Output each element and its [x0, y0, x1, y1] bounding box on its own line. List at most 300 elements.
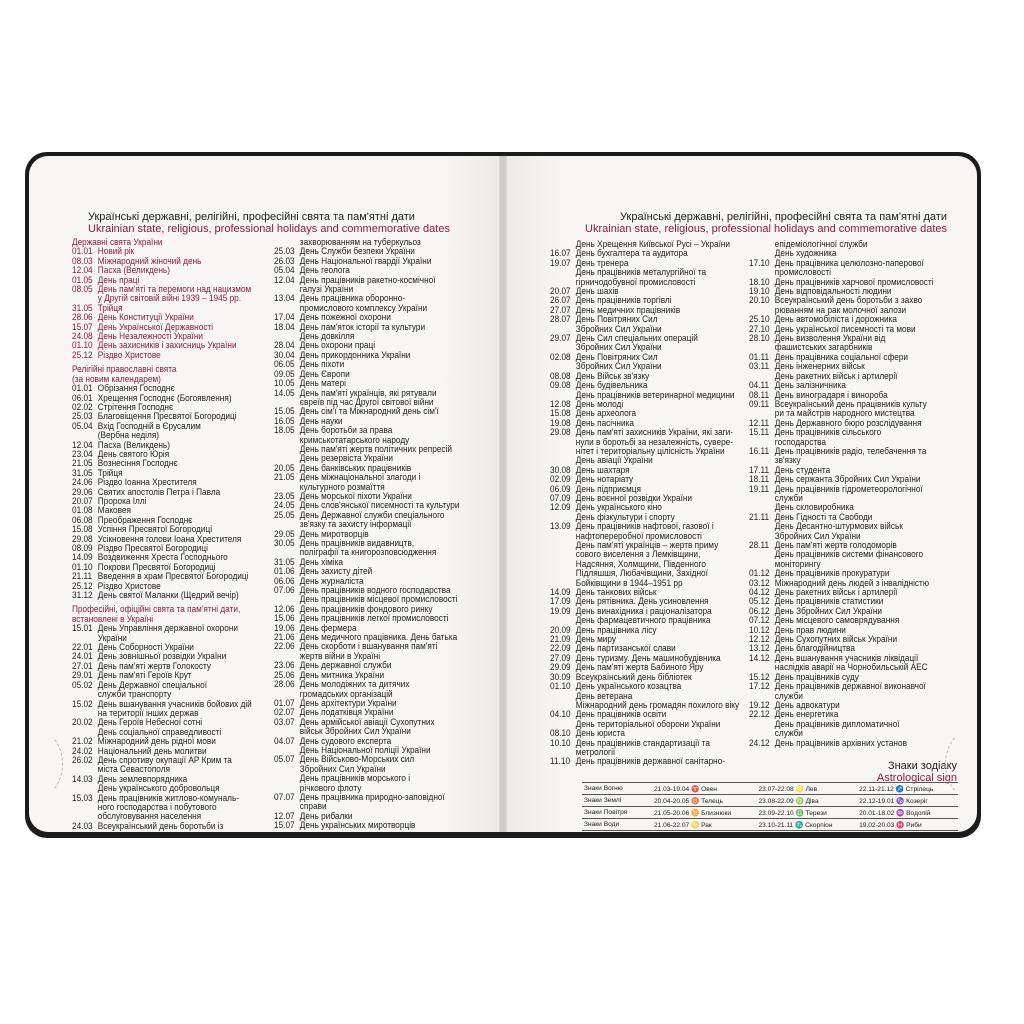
entry-title: Новий рік [97, 246, 135, 258]
entry-title: День Національної гвардії України [299, 255, 432, 267]
entry-date: 20.05 [274, 462, 295, 474]
right-page [507, 156, 977, 832]
entry-continuation: нули в боротьбі за незалежність, сувере- [575, 436, 733, 448]
entry-title: День українського кіно [575, 502, 662, 514]
entry-continuation: служби [774, 690, 803, 702]
entry-date: 08.05 [72, 284, 93, 296]
entry-title: День працівника целюлозно-паперової [774, 257, 924, 269]
entry-title: День захисників і захисниць України [97, 340, 237, 352]
entry-title: День нотаріату [575, 474, 634, 486]
entry-date: 06.12 [749, 605, 770, 617]
entry-date: 21.05 [274, 472, 295, 484]
zodiac-element: Знаки Вогню [582, 783, 652, 795]
header-english: Ukrainian state, religious, professional holidays and commemorative dates [585, 223, 947, 235]
date-entry [550, 757, 739, 766]
entry-date: 01.07 [274, 697, 295, 709]
entry-date: 02.02 [72, 401, 93, 413]
entry-title: День пожежної охорони [299, 312, 391, 324]
entry-date: 01.01 [72, 383, 93, 395]
entry-title: Пасха (Великдень) [97, 265, 170, 277]
entry-date: 30.08 [550, 464, 571, 476]
entry-date: 21.06 [274, 632, 295, 644]
entry-continuation: моніторингу [774, 558, 821, 570]
entry-date: 01.12 [749, 568, 770, 580]
entry-title: День морської піхоти України [299, 490, 412, 502]
entry-date: 05.12 [749, 596, 770, 608]
header-english: Ukrainian state, religious, professional holidays and commemorative dates [88, 223, 450, 235]
entry-title: День банківських працівників [299, 462, 412, 474]
entry-title: День пам'яті українців, які рятували [299, 387, 437, 399]
entry-date: 16.05 [274, 415, 295, 427]
entry-date: 19.07 [550, 257, 571, 269]
zodiac-sign: 23.08-22.09 ♍ Діва [757, 795, 858, 807]
entry-continuation: євреїв під час Другої світової війни [299, 396, 434, 408]
entry-title: День армійської авіації Сухопутних [299, 716, 435, 728]
entry-title: День підприємця [575, 483, 641, 495]
entry-continuation: річкового флоту [299, 782, 362, 794]
entry-date: 29.05 [274, 528, 295, 540]
entry-date: 26.03 [274, 255, 295, 267]
entry-continuation: День працівників системи фінансового [774, 549, 924, 561]
entry-title: День працівника лісу [575, 624, 657, 636]
entry-title: День відповідальності людини [774, 286, 892, 298]
entry-title: День працівників фондового ринку [299, 603, 433, 615]
entry-date: 12.04 [72, 439, 93, 451]
entry-title: Всеукраїнський день працівників культу [774, 398, 927, 410]
entry-continuation: культурного розмаїття [299, 481, 385, 493]
entry-title: День працівників прокуратури [774, 568, 890, 580]
entry-date: 08.11 [749, 389, 770, 401]
entry-title: День працівників ракетно-космічної [299, 274, 436, 286]
entry-date: 13.04 [274, 293, 295, 305]
entry-title: День науки [299, 415, 343, 427]
entry-continuation: Збройних Сил України [575, 342, 662, 354]
zodiac-sign: 20.04-20.05 ♉ Телець [652, 795, 757, 807]
entry-date: 29.08 [550, 427, 571, 439]
entry-date: 04.10 [550, 709, 571, 721]
entry-continuation: День працівників металургійної та [575, 267, 707, 279]
entry-title: День Української Державності [97, 321, 214, 333]
zodiac-table [582, 782, 958, 831]
entry-title: Покрови Пресвятої Богородиці [97, 561, 216, 573]
entry-continuation: День довкілля [299, 331, 355, 343]
entry-date: 15.08 [550, 408, 571, 420]
entry-title: День українського козацтва [575, 681, 682, 693]
entry-title: День податківця України [299, 707, 394, 719]
entry-date: 09.08 [550, 380, 571, 392]
entry-title: День матері [299, 378, 346, 390]
entry-title: День молодіжних та дитячих [299, 679, 410, 691]
entry-title: День пам'яті Героїв Крут [97, 670, 192, 682]
entry-date: 12.07 [274, 810, 295, 822]
entry-title: Усікновення голови Іоана Хрестителя [97, 533, 242, 545]
entry-continuation: Міжнародний день громадян похилого віку [575, 699, 740, 711]
entry-continuation: метрології [575, 746, 616, 758]
entry-title: День пам'яті та перемоги над нацизмом [97, 284, 252, 296]
entry-date: 28.04 [274, 340, 295, 352]
entry-continuation: ного господарства і побутового [97, 801, 217, 813]
entry-date: 14.12 [749, 652, 770, 664]
entry-title: День працівника соціальної сфери [774, 351, 909, 363]
entry-title: День працівників освіти [575, 709, 667, 721]
entry-date: 24.01 [72, 651, 93, 663]
entry-date: 19.06 [274, 622, 295, 634]
entry-date: 07.09 [550, 492, 571, 504]
entry-title: День Державної спеціальної [97, 679, 207, 691]
entry-title: День тренера [575, 257, 629, 269]
entry-title: Благовіщення Пресвятої Богородиці [97, 411, 237, 423]
entry-title: День танкових військ [575, 587, 657, 599]
entry-date: 19.09 [550, 605, 571, 617]
entry-date: 15.06 [274, 613, 295, 625]
entry-date: 21.11 [72, 571, 93, 583]
entry-date: 20.07 [550, 286, 571, 298]
entry-continuation: обслуговування населення [97, 811, 202, 823]
entry-title: День працівників статистики [774, 596, 884, 608]
entry-continuation: День ракетних військ і артилерії [774, 370, 898, 382]
entry-date: 02.09 [550, 474, 571, 486]
header-ukrainian: Українські державні, релігійні, професійні свята та пам'ятні дати [88, 211, 415, 223]
entry-date: 17.11 [749, 464, 770, 476]
entry-title: День молоді [575, 398, 624, 410]
entry-date: 07.07 [274, 791, 295, 803]
entry-date: 12.08 [550, 398, 571, 410]
entry-continuation: День фізкультури і спорту [575, 511, 675, 523]
left-page-header [88, 211, 450, 235]
entry-continuation: служби транспорту [97, 689, 172, 701]
entry-continuation: День працівників ветеринарної медицини [575, 389, 735, 401]
entry-title: День винахідника і раціоналізатора [575, 605, 712, 617]
entry-date: 29.09 [550, 662, 571, 674]
entry-continuation: День Національної поліції України [299, 744, 431, 756]
entry-date: 25.06 [274, 669, 295, 681]
entry-continuation: поліграфії та книгорозповсюдження [299, 547, 437, 559]
entry-continuation: гірничодобувної промисловості [575, 276, 696, 288]
entry-date: 12.04 [72, 265, 93, 277]
entry-date: 02.07 [274, 707, 295, 719]
entry-date: 02.08 [550, 351, 571, 363]
entry-continuation: День українського добровольця [97, 783, 220, 795]
entry-date: 15.07 [72, 321, 93, 333]
zodiac-sign: 22.11-21.12 ♐ Стрілець [857, 783, 958, 795]
entry-date: 06.06 [274, 575, 295, 587]
entry-title: День землевпорядника [97, 773, 188, 785]
entry-title: День працівників архівних установ [774, 737, 907, 749]
entry-title: День сім'ї та Міжнародний день сім'ї [299, 406, 439, 418]
entry-date: 16.07 [550, 248, 571, 260]
entry-title: День медичного працівника. День батька [299, 632, 458, 644]
entry-date: 25.05 [274, 509, 295, 521]
entry-date: 15.03 [72, 792, 93, 804]
entry-title: День праці [97, 274, 140, 286]
entry-continuation: господарства [774, 436, 826, 448]
entry-date: 05.04 [274, 265, 295, 277]
entry-date: 08.08 [550, 370, 571, 382]
entry-title: День працівників суду [774, 671, 859, 683]
entry-date: 15.05 [274, 406, 295, 418]
entry-continuation: зв'язку [774, 455, 801, 467]
entry-date: 04.11 [749, 380, 770, 392]
entry-title: Успіння Пресвятої Богородиці [97, 524, 213, 536]
entry-title: Трійця [97, 302, 123, 314]
entry-title: День рятівника. День усиновлення [575, 596, 709, 608]
entry-date: 25.03 [274, 246, 295, 258]
entry-date: 26.02 [72, 754, 93, 766]
entry-date: 01.10 [72, 340, 93, 352]
entry-title: День працівників житлово-комуналь- [97, 792, 240, 804]
entry-title: День пам'яті жертв Голокосту [97, 660, 212, 672]
entry-date: 05.02 [72, 679, 93, 691]
entry-title: День журналіста [299, 575, 364, 587]
entry-title: День працівників видавництв, [299, 538, 415, 549]
entry-date: 20.10 [749, 295, 770, 307]
zodiac-sign: 20.01-18.02 ♒ Водолій [857, 807, 958, 819]
zodiac-sign: 21.05-20.06 ♊ Близнюки [652, 807, 757, 819]
entry-continuation: День Хрещення Київської Русі – України [575, 239, 731, 250]
entry-continuation: День працівників морського і [299, 773, 411, 785]
zodiac-sign: 23.09-22.10 ♎ Терези [757, 807, 858, 819]
entry-date: 27.09 [550, 652, 571, 664]
entry-title: Різдво Христове [97, 580, 161, 592]
entry-title: Міжнародний день людей з інвалідністю [774, 577, 930, 589]
entry-continuation: День резервіста України [299, 453, 394, 465]
entry-title: День Військово-Морських сил [299, 754, 415, 766]
entry-date: 24.08 [72, 331, 93, 343]
entry-title: День воєнної розвідки України [575, 492, 693, 504]
entry-title: День Управління державної охорони [97, 623, 239, 635]
entry-title: День Державного бюро розслідування [774, 417, 922, 429]
entry-date: 31.12 [72, 590, 93, 602]
entry-date: 01.06 [274, 566, 295, 578]
zodiac-sign: 19.02-20.03 ♓ Риби [857, 819, 958, 831]
entry-date: 06.08 [72, 514, 93, 526]
entry-title: День геолога [299, 265, 350, 277]
zodiac-row [582, 819, 958, 831]
entry-title: День Повітряних Сил [575, 314, 658, 326]
entry-title: День шахів [575, 286, 619, 298]
entry-date: 10.05 [274, 378, 295, 390]
right-column-1 [550, 240, 739, 767]
entry-title: День спротиву окупації АР Крим та [97, 754, 232, 766]
entry-date: 14.09 [550, 587, 571, 599]
zodiac-row [582, 807, 958, 819]
entry-title: Національний день молитви [97, 745, 207, 757]
entry-title: Пасха (Великдень) [97, 439, 170, 451]
entry-title: Пророка Іллі [97, 495, 147, 507]
entry-continuation: (Вербна неділя) [97, 430, 160, 442]
entry-date: 29.01 [72, 670, 93, 682]
date-entry [72, 822, 252, 831]
entry-continuation: епідеміологічної служби [774, 239, 868, 250]
entry-continuation: зв'язку та захисту інформації [299, 519, 412, 531]
entry-continuation: на території інших держав [97, 707, 199, 719]
zodiac-sign: 23.10-21.11 ♏ Скорпіон [757, 819, 858, 831]
entry-date: 12.11 [749, 417, 770, 429]
entry-date: 28.11 [749, 540, 770, 551]
entry-continuation: Збройних Сил України [774, 530, 861, 542]
entry-date: 10.10 [550, 737, 571, 749]
entry-date: 07.12 [749, 615, 770, 627]
entry-continuation: міста Севастополя [97, 764, 170, 776]
entry-date: 12.06 [274, 603, 295, 615]
entry-title: День виноградаря і винороба [774, 389, 888, 401]
entry-title: День Європи [299, 368, 350, 380]
entry-date: 27.10 [749, 323, 770, 335]
entry-title: День пасічника [575, 417, 634, 429]
entry-date: 19.10 [749, 286, 770, 298]
entry-title: Різдво Пресвятої Богородиці [97, 543, 208, 554]
entry-title: День Незалежності України [97, 331, 203, 343]
entry-title: Всеукраїнський день боротьби з захво [774, 295, 923, 307]
entry-continuation: промисловості [774, 267, 831, 279]
entry-date: 20.09 [550, 624, 571, 636]
entry-date: 23.06 [274, 660, 295, 672]
entry-title: День Сил спеціальних операцій [575, 333, 698, 345]
entry-date: 01.05 [72, 274, 93, 286]
entry-title: Всеукраїнський день бібліотек [575, 671, 692, 683]
entry-title: День Військ зв'язку [575, 370, 650, 382]
entry-title: Святих апостолів Петра і Павла [97, 486, 221, 498]
entry-date: 06.01 [72, 392, 93, 404]
entry-date: 20.02 [72, 717, 93, 729]
entry-date: 11.10 [550, 756, 571, 768]
entry-title: День пам'яті захисників України, які заги- [575, 427, 733, 439]
entry-date: 03.12 [749, 577, 770, 589]
entry-date: 13.12 [749, 643, 770, 655]
entry-date: 03.07 [274, 716, 295, 728]
entry-date: 14.09 [72, 552, 93, 564]
entry-title: День судового експерта [299, 735, 392, 747]
entry-continuation: Підляшшя, Любачівщини, Західної [575, 568, 708, 580]
entry-date: 22.01 [72, 642, 93, 654]
entry-date: 25.10 [749, 314, 770, 326]
entry-title: Стрітення Господнє [97, 401, 174, 413]
entry-date: 24.12 [749, 737, 770, 749]
entry-title: День боротьби за права [299, 425, 393, 437]
entry-title: День вшанування учасників ліквідації [774, 652, 919, 664]
entry-continuation: сового виселення з Лемківщини, [575, 549, 701, 561]
entry-title: День піхоти [299, 359, 345, 371]
entry-date: 30.05 [274, 538, 295, 549]
entry-title: Трійця [97, 467, 123, 479]
entry-title: День пам'яті жертв голодоморів [774, 540, 897, 551]
entry-continuation: жертв війни в Україні [299, 650, 381, 662]
entry-date: 18.04 [274, 321, 295, 333]
entry-continuation: День Десантно-штурмових військ [774, 521, 903, 533]
entry-continuation: служби [774, 728, 803, 740]
entry-title: День працівників радіо, телебачення та [774, 445, 927, 457]
zodiac-title-ukrainian: Знаки зодіаку [887, 760, 957, 772]
entry-title: День української писемності та мови [774, 323, 916, 335]
entry-continuation: ри та майстрів народного мистецтва [774, 408, 915, 420]
entry-title: День юриста [575, 728, 625, 740]
entry-title: Вознесіння Господнє [97, 458, 178, 470]
zodiac-element: Знаки Повітря [582, 807, 652, 819]
entry-continuation: Бойківщини в 1944–1951 рр [575, 577, 683, 589]
entry-date: 14.05 [274, 387, 295, 399]
entry-title: Маковея [97, 505, 132, 517]
entry-date: 08.10 [550, 728, 571, 740]
entry-title: День Сухопутних військ України [774, 634, 898, 646]
entry-date: 27.01 [72, 660, 93, 672]
zodiac-sign: 22.12-19.01 ♑ Козеріг [857, 795, 958, 807]
entry-continuation: справи [299, 801, 327, 813]
entry-title: День працівників водного господарства [299, 585, 451, 597]
entry-title: День шахтаря [575, 464, 630, 476]
entry-date: 25.12 [72, 349, 93, 361]
book-spine [499, 156, 507, 832]
entry-title: День святого Юрія [97, 448, 170, 460]
entry-continuation: День працівників місцевої промисловості [299, 594, 458, 606]
entry-title: День адвокатури [774, 699, 840, 711]
entry-date: 24.03 [72, 820, 93, 832]
entry-date: 31.05 [72, 302, 93, 314]
zodiac-sign: 21.03-19.04 ♈ Овен [652, 783, 757, 795]
entry-date: 27.07 [550, 304, 571, 316]
entry-date: 13.09 [550, 521, 571, 533]
entry-title: День працівників нафтової, газової і [575, 521, 714, 533]
entry-title: День Державної служби спеціального [299, 509, 445, 521]
entry-continuation: Збройних Сил України [575, 323, 662, 335]
entry-date: 06.05 [274, 359, 295, 371]
entry-continuation: Збройних Сил України [575, 361, 662, 373]
zodiac-sign: 23.07-22.08 ♌ Лев [757, 783, 858, 795]
entry-date: 15.08 [72, 524, 93, 536]
header-ukrainian: Українські державні, релігійні, професійні свята та пам'ятні дати [620, 211, 947, 223]
entry-continuation: промислового комплексу України [299, 302, 428, 314]
entry-title: День миру [575, 634, 617, 646]
section-title: Державні свята України [72, 237, 163, 248]
entry-date: 06.09 [550, 483, 571, 495]
entry-date: 15.01 [72, 623, 93, 635]
entry-title: День працівників державної виконавчої [774, 681, 926, 693]
entry-title: День Служби безпеки України [299, 246, 415, 258]
entry-continuation: кримськотатарського народу [299, 434, 410, 446]
entry-date: 01.10 [550, 681, 571, 693]
entry-title: День Гідності та Свободи [774, 511, 873, 523]
entry-title: День українських миротворців [299, 820, 416, 832]
entry-date: 09.11 [749, 398, 770, 410]
entry-date: 18.10 [749, 276, 770, 288]
entry-title: День енергетика [774, 709, 839, 721]
entry-title: День вшанування учасників бойових дій [97, 698, 252, 710]
entry-title: День ракетних військ і артилерії [774, 587, 898, 599]
entry-title: День працівника оборонно- [299, 293, 406, 305]
entry-date: 30.09 [550, 671, 571, 683]
entry-title: День інженерних військ [774, 361, 865, 373]
entry-continuation: День авіації України [575, 455, 653, 467]
entry-continuation: фашистських загарбників [774, 342, 873, 354]
entry-date: 24.05 [274, 500, 295, 512]
entry-title: День медичних працівників [575, 304, 681, 316]
entry-date: 18.05 [274, 425, 295, 437]
entry-continuation: галузі України [299, 284, 354, 296]
entry-title: День Збройних Сил України [774, 605, 882, 617]
date-entry [72, 591, 252, 600]
planner-spread [25, 152, 981, 838]
entry-date: 17.10 [749, 257, 770, 269]
entry-date: 12.09 [550, 502, 571, 514]
entry-date: 21.05 [72, 458, 93, 470]
entry-date: 31.05 [274, 556, 295, 568]
entry-title: День хіміка [299, 556, 343, 568]
left-page [29, 156, 499, 832]
entry-continuation: нафтопереробної промисловості [575, 530, 702, 542]
entry-title: Різдво Христове [97, 349, 161, 361]
entry-date: 16.11 [749, 445, 770, 457]
entry-date: 08.03 [72, 255, 93, 267]
entry-date: 20.07 [72, 495, 93, 507]
